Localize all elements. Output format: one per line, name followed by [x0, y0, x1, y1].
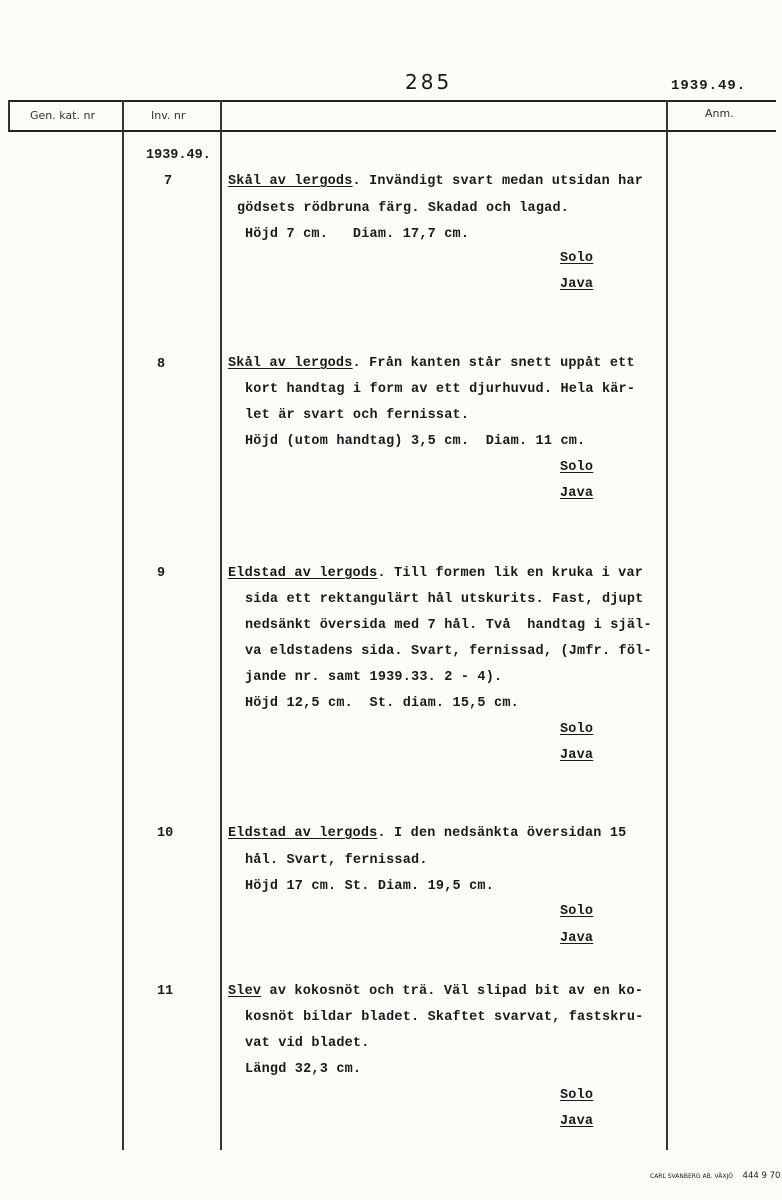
entry-text: . I den nedsänkta översidan 15 — [377, 826, 627, 841]
entry-text: Längd 32,3 cm. — [245, 1062, 362, 1077]
entry-text: Höjd (utom handtag) 3,5 cm. Diam. 11 cm. — [245, 434, 586, 449]
col-divider-2 — [220, 100, 222, 1150]
entry-first-line — [228, 356, 635, 371]
entry-text: kosnöt bildar bladet. Skaftet svarvat, fastskru- — [245, 1010, 644, 1025]
entry-text: jande nr. samt 1939.33. 2 - 4). — [245, 670, 503, 685]
inv-number: 9 — [157, 566, 166, 581]
header-year: 1939.49. — [671, 78, 747, 94]
entry-text: Höjd 7 cm. Diam. 17,7 cm. — [245, 227, 470, 242]
entry-giver: Solo — [560, 251, 594, 266]
entry-text: . Till formen lik en kruka i var — [377, 566, 644, 581]
entry-place: Java — [560, 1114, 594, 1129]
inv-number: 10 — [157, 826, 174, 841]
form-code: 444 9 70 — [742, 1171, 781, 1181]
entry-title: Eldstad av lergods — [228, 566, 378, 581]
entry-text: Höjd 12,5 cm. St. diam. 15,5 cm. — [245, 696, 519, 711]
entry-text: kort handtag i form av ett djurhuvud. Hela kär- — [245, 382, 636, 397]
col-head-anm: Anm. — [705, 107, 734, 120]
entry-title: Slev — [228, 984, 262, 999]
inv-number: 7 — [164, 174, 173, 189]
col-head-gen-kat: Gen. kat. nr — [30, 109, 95, 122]
inv-number: 8 — [157, 357, 166, 372]
page-number: 285 — [405, 70, 453, 94]
entry-title: Skål av lergods — [228, 356, 353, 371]
entry-place: Java — [560, 748, 594, 763]
entry-text: sida ett rektangulärt hål utskurits. Fast, djupt — [245, 592, 644, 607]
inv-prefix: 1939.49. — [146, 148, 211, 163]
entry-first-line — [228, 984, 643, 999]
entry-text: . Invändigt svart medan utsidan har — [352, 174, 644, 189]
entry-giver: Solo — [560, 722, 594, 737]
entry-first-line — [228, 566, 643, 581]
inv-number: 11 — [157, 984, 174, 999]
entry-place: Java — [560, 486, 594, 501]
entry-text: av kokosnöt och trä. Väl slipad bit av en ko- — [261, 984, 644, 999]
entry-text: vat vid bladet. — [245, 1036, 370, 1051]
left-border — [8, 100, 10, 131]
entry-text: nedsänkt översida med 7 hål. Två handtag i själ- — [245, 618, 652, 633]
entry-title: Eldstad av lergods — [228, 826, 378, 841]
col-head-inv: Inv. nr — [151, 109, 186, 122]
entry-place: Java — [560, 277, 594, 292]
col-divider-3 — [666, 100, 668, 1150]
entry-first-line — [228, 174, 643, 189]
col-divider-1 — [122, 100, 124, 1150]
entry-giver: Solo — [560, 904, 594, 919]
printer-name: CARL SVANBERG AB. VÄXJÖ — [650, 1173, 733, 1180]
entry-giver: Solo — [560, 460, 594, 475]
entry-text: . Från kanten står snett uppåt ett — [352, 356, 635, 371]
entry-text: Höjd 17 cm. St. Diam. 19,5 cm. — [245, 879, 495, 894]
entry-text: gödsets rödbruna färg. Skadad och lagad. — [237, 201, 570, 216]
entry-place: Java — [560, 931, 594, 946]
entry-text: va eldstadens sida. Svart, fernissad, (Jmfr. föl- — [245, 644, 652, 659]
entry-title: Skål av lergods — [228, 174, 353, 189]
entry-giver: Solo — [560, 1088, 594, 1103]
entry-first-line — [228, 826, 626, 841]
entry-text: hål. Svart, fernissad. — [245, 853, 428, 868]
entry-text: let är svart och fernissat. — [245, 408, 470, 423]
printer-imprint — [650, 1165, 780, 1183]
